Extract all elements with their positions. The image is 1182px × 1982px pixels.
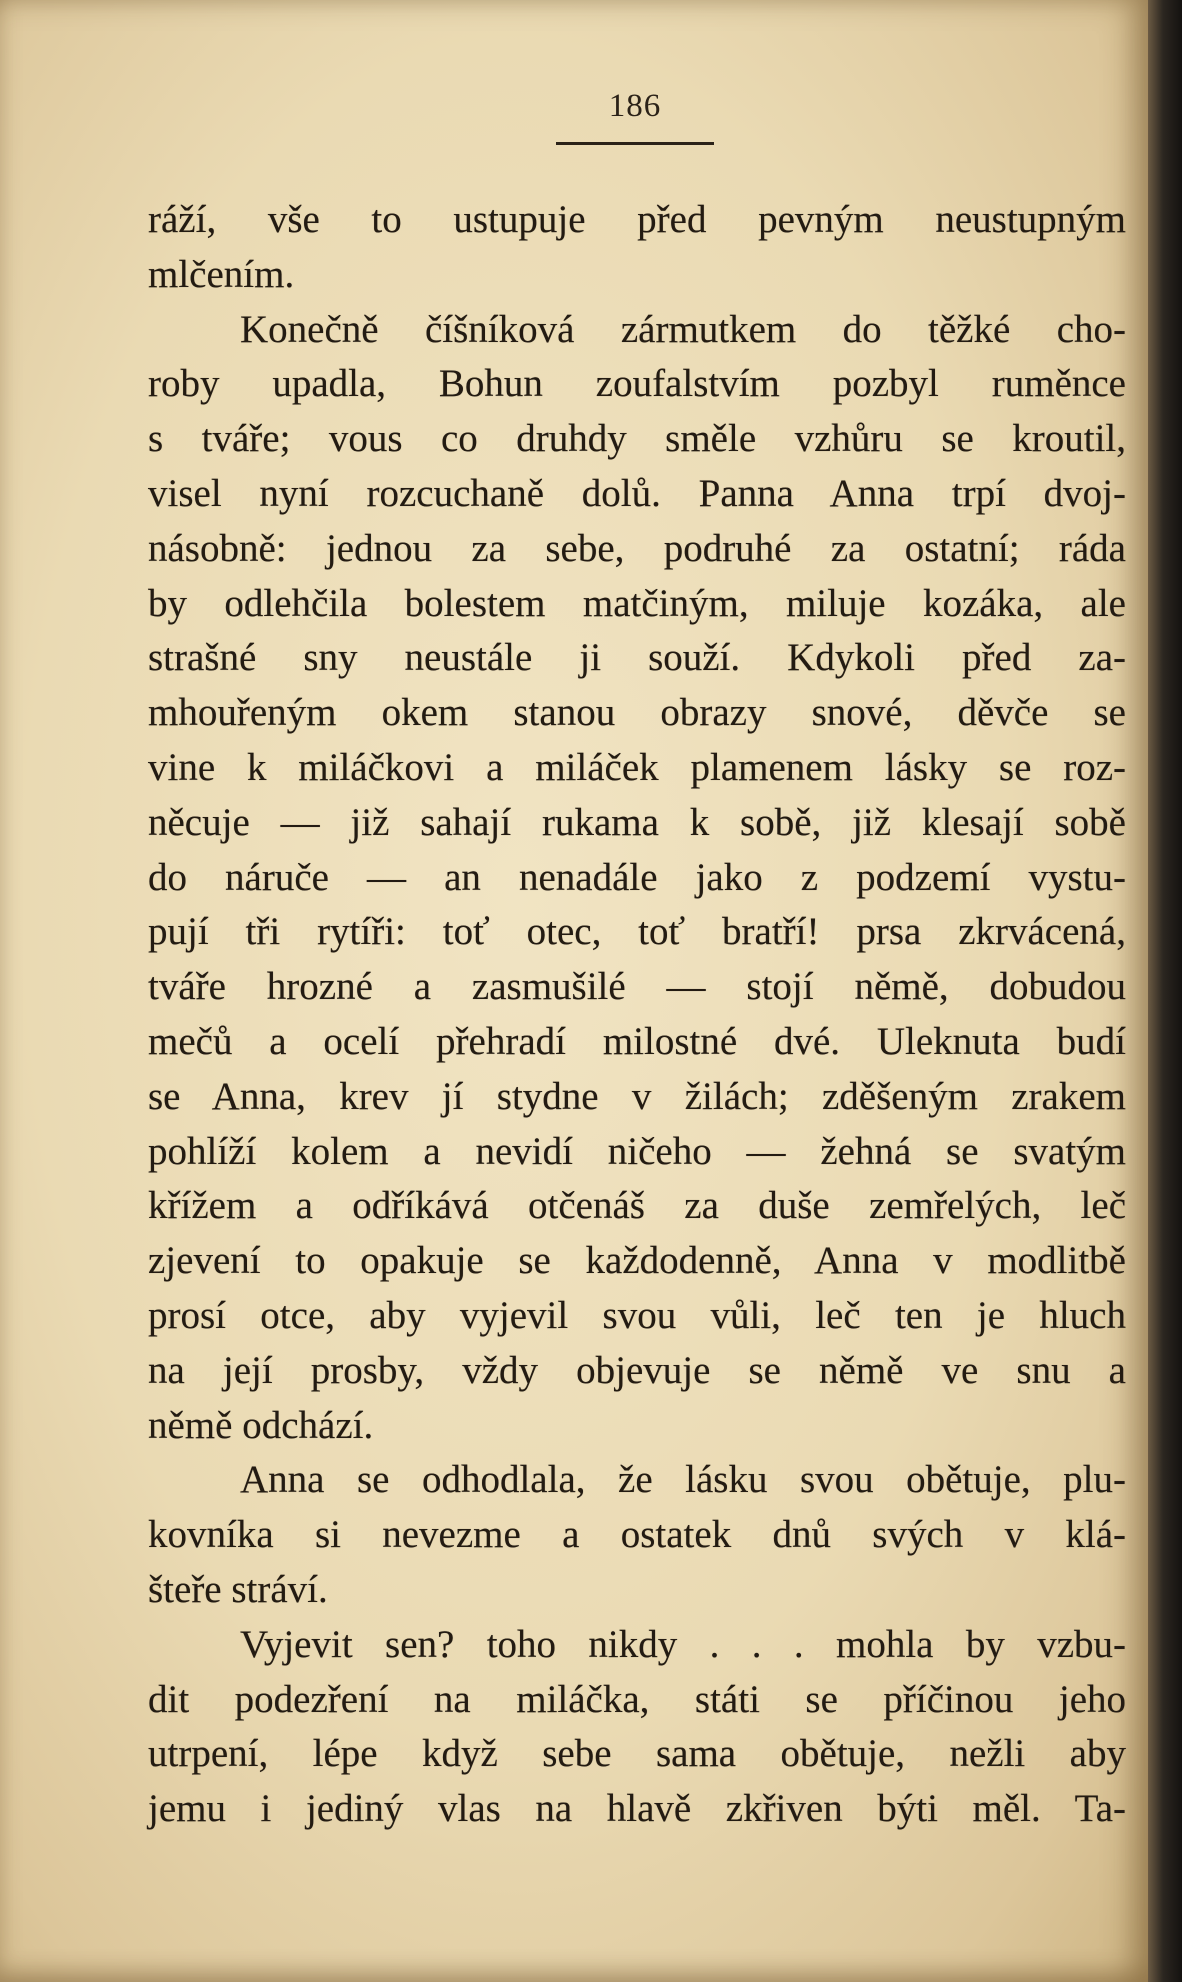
text-line: vine k miláčkovi a miláček plamenem lásky se roz- <box>148 745 1126 789</box>
text-line: jemu i jediný vlas na hlavě zkřiven býti měl. Ta- <box>148 1787 1126 1831</box>
text-line: na její prosby, vždy objevuje se němě ve snu a <box>148 1348 1126 1392</box>
text-line: zjevení to opakuje se každodenně, Anna v modlitbě <box>148 1239 1126 1283</box>
text-line: se Anna, krev jí stydne v žilách; zděšeným zrakem <box>148 1074 1126 1118</box>
text-line: křížem a odříkává otčenáš za duše zemřelých, leč <box>148 1184 1126 1228</box>
text-line: strašné sny neustále ji souží. Kdykoli před za- <box>148 636 1126 680</box>
text-line: utrpení, lépe když sebe sama obětuje, nežli aby <box>148 1732 1126 1776</box>
text-line: šteře stráví. <box>148 1567 328 1611</box>
text-line: mlčením. <box>148 252 295 296</box>
text-line: mhouřeným okem stanou obrazy snové, děvče se <box>148 691 1126 735</box>
text-line: do náruče — an nenadále jako z podzemí vystu- <box>148 855 1126 899</box>
text-line: němě odchází. <box>148 1403 374 1447</box>
text-line: s tváře; vous co druhdy směle vzhůru se kroutil, <box>148 417 1126 461</box>
text-line: něcuje — již sahají rukama k sobě, již klesají sobě <box>148 800 1126 844</box>
page-number-rule <box>556 142 714 145</box>
text-line: dit podezření na miláčka, státi se příčinou jeho <box>148 1677 1126 1721</box>
text-line: roby upadla, Bohun zoufalstvím pozbyl ruměnce <box>148 362 1126 406</box>
text-line: prosí otce, aby vyjevil svou vůli, leč ten je hluch <box>148 1293 1126 1337</box>
text-line: ráží, vše to ustupuje před pevným neustupným <box>148 198 1126 241</box>
text-line: násobně: jednou za sebe, podruhé za ostatní; ráda <box>148 526 1126 570</box>
text-line: Anna se odhodlala, že lásku svou obětuje, plu- <box>240 1458 1126 1502</box>
text-line: mečů a ocelí přehradí milostné dvé. Uleknuta budí <box>148 1019 1126 1063</box>
text-line: visel nyní rozcuchaně dolů. Panna Anna trpí dvoj- <box>148 471 1126 515</box>
text-line: pují tři rytíři: toť otec, toť bratří! prsa zkrvácená, <box>148 910 1126 954</box>
text-line: pohlíží kolem a nevidí ničeho — žehná se svatým <box>148 1129 1126 1173</box>
page-number: 186 <box>608 88 662 124</box>
text-line: tváře hrozné a zasmušilé — stojí němě, dobudou <box>148 965 1126 1009</box>
text-line: Konečně číšníková zármutkem do těžké cho- <box>240 307 1126 351</box>
text-line: kovníka si nevezme a ostatek dnů svých v klá- <box>148 1513 1126 1557</box>
book-spine-shadow <box>1148 0 1182 1982</box>
body-text <box>148 193 1126 1837</box>
text-line: by odlehčila bolestem matčiným, miluje kozáka, ale <box>148 581 1126 625</box>
text-line: Vyjevit sen? toho nikdy . . . mohla by vzbu- <box>240 1622 1126 1666</box>
